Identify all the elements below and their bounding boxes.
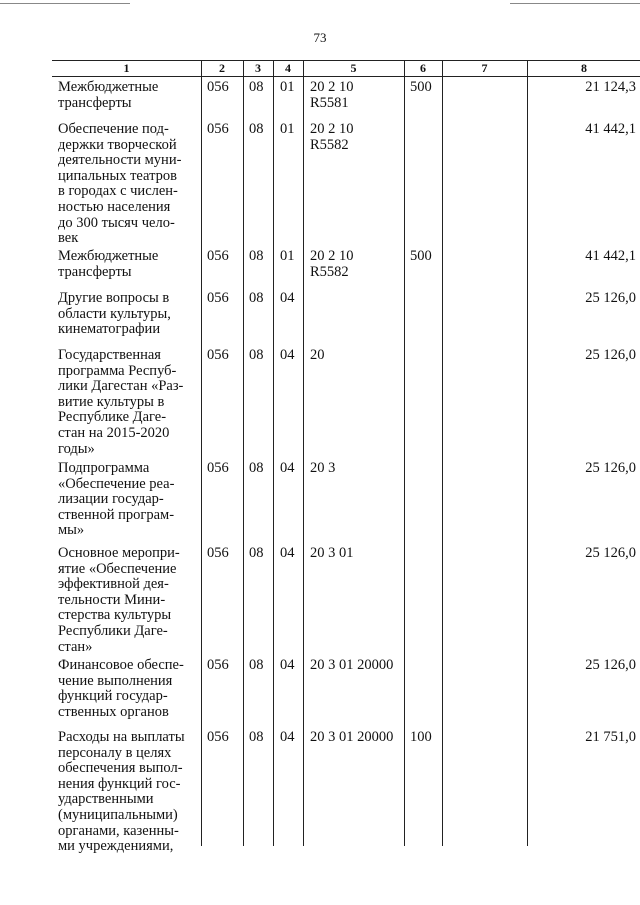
row-sum: 25 126,0 bbox=[585, 657, 636, 673]
row-name: Основное меропри- ятие «Обеспечение эффективной дея- тельности Мини- стерства культуры Республики Даге- стан» bbox=[58, 545, 180, 655]
row-csr: 20 2 10 R5581 bbox=[310, 79, 354, 111]
row-pr: 04 bbox=[280, 657, 295, 673]
row-pr: 04 bbox=[280, 290, 295, 306]
page-number: 73 bbox=[313, 30, 327, 45]
col-divider-3 bbox=[273, 60, 274, 846]
row-name: Расходы на выплаты персоналу в целях обеспечения выпол- нения функций гос- ударственными (муниципальными) органами, казенны- ми учреждениями, bbox=[58, 729, 185, 855]
row-sum: 25 126,0 bbox=[585, 460, 636, 476]
row-vr: 100 bbox=[410, 729, 432, 745]
row-csr: 20 2 10 R5582 bbox=[310, 121, 354, 153]
row-name: Межбюджетные трансферты bbox=[58, 248, 159, 280]
col-divider-2 bbox=[243, 60, 244, 846]
row-rz: 08 bbox=[249, 290, 264, 306]
row-csr: 20 3 bbox=[310, 460, 336, 476]
row-rz: 08 bbox=[249, 121, 264, 137]
col-header-5: 5 bbox=[350, 61, 357, 75]
row-sum: 25 126,0 bbox=[585, 347, 636, 363]
row-csr: 20 3 01 20000 bbox=[310, 657, 394, 673]
row-ved: 056 bbox=[207, 460, 229, 476]
row-name: Межбюджетные трансферты bbox=[58, 79, 159, 111]
col-divider-7 bbox=[527, 60, 528, 846]
row-sum: 41 442,1 bbox=[585, 121, 636, 137]
row-pr: 04 bbox=[280, 729, 295, 745]
row-rz: 08 bbox=[249, 79, 264, 95]
row-pr: 01 bbox=[280, 121, 295, 137]
row-pr: 04 bbox=[280, 545, 295, 561]
row-ved: 056 bbox=[207, 290, 229, 306]
budget-table bbox=[52, 60, 640, 855]
row-csr: 20 3 01 bbox=[310, 545, 354, 561]
row-name: Финансовое обеспе- чение выполнения функций государ- ственных органов bbox=[58, 657, 184, 720]
row-csr: 20 2 10 R5582 bbox=[310, 248, 354, 280]
col-header-7: 7 bbox=[481, 61, 488, 75]
row-csr: 20 bbox=[310, 347, 325, 363]
row-pr: 01 bbox=[280, 79, 295, 95]
col-header-3: 3 bbox=[255, 61, 261, 75]
row-ved: 056 bbox=[207, 79, 229, 95]
col-header-8: 8 bbox=[581, 61, 587, 75]
row-pr: 04 bbox=[280, 460, 295, 476]
top-right-rule bbox=[510, 3, 640, 4]
row-csr: 20 3 01 20000 bbox=[310, 729, 394, 745]
header-bottom-border bbox=[52, 76, 640, 77]
row-ved: 056 bbox=[207, 729, 229, 745]
col-header-2: 2 bbox=[219, 61, 225, 75]
col-divider-4 bbox=[303, 60, 304, 846]
row-pr: 04 bbox=[280, 347, 295, 363]
col-divider-6 bbox=[442, 60, 443, 846]
row-ved: 056 bbox=[207, 545, 229, 561]
row-ved: 056 bbox=[207, 248, 229, 264]
row-vr: 500 bbox=[410, 248, 432, 264]
row-name: Другие вопросы в области культуры, кинематографии bbox=[58, 290, 171, 338]
row-ved: 056 bbox=[207, 347, 229, 363]
row-rz: 08 bbox=[249, 729, 264, 745]
row-pr: 01 bbox=[280, 248, 295, 264]
row-rz: 08 bbox=[249, 460, 264, 476]
row-vr: 500 bbox=[410, 79, 432, 95]
row-ved: 056 bbox=[207, 657, 229, 673]
row-rz: 08 bbox=[249, 657, 264, 673]
top-left-rule bbox=[0, 3, 130, 4]
row-sum: 25 126,0 bbox=[585, 290, 636, 306]
row-sum: 25 126,0 bbox=[585, 545, 636, 561]
row-ved: 056 bbox=[207, 121, 229, 137]
col-header-6: 6 bbox=[420, 61, 426, 75]
row-sum: 21 124,3 bbox=[585, 79, 636, 95]
row-rz: 08 bbox=[249, 248, 264, 264]
row-name: Государственная программа Респуб- лики Дагестан «Раз- витие культуры в Республике Даге- стан на 2015-2020 годы» bbox=[58, 347, 184, 457]
row-rz: 08 bbox=[249, 347, 264, 363]
row-sum: 41 442,1 bbox=[585, 248, 636, 264]
col-divider-1 bbox=[201, 60, 202, 846]
row-name: Обеспечение под- держки творческой деятельности муни- ципальных театров в городах с числен- ностью населения до 300 тысяч чело- век bbox=[58, 121, 182, 247]
col-header-1: 1 bbox=[123, 61, 130, 75]
row-sum: 21 751,0 bbox=[585, 729, 636, 745]
row-rz: 08 bbox=[249, 545, 264, 561]
col-header-4: 4 bbox=[285, 61, 291, 75]
col-divider-5 bbox=[404, 60, 405, 846]
row-name: Подпрограмма «Обеспечение реа- лизации государ- ственной програм- мы» bbox=[58, 460, 175, 539]
